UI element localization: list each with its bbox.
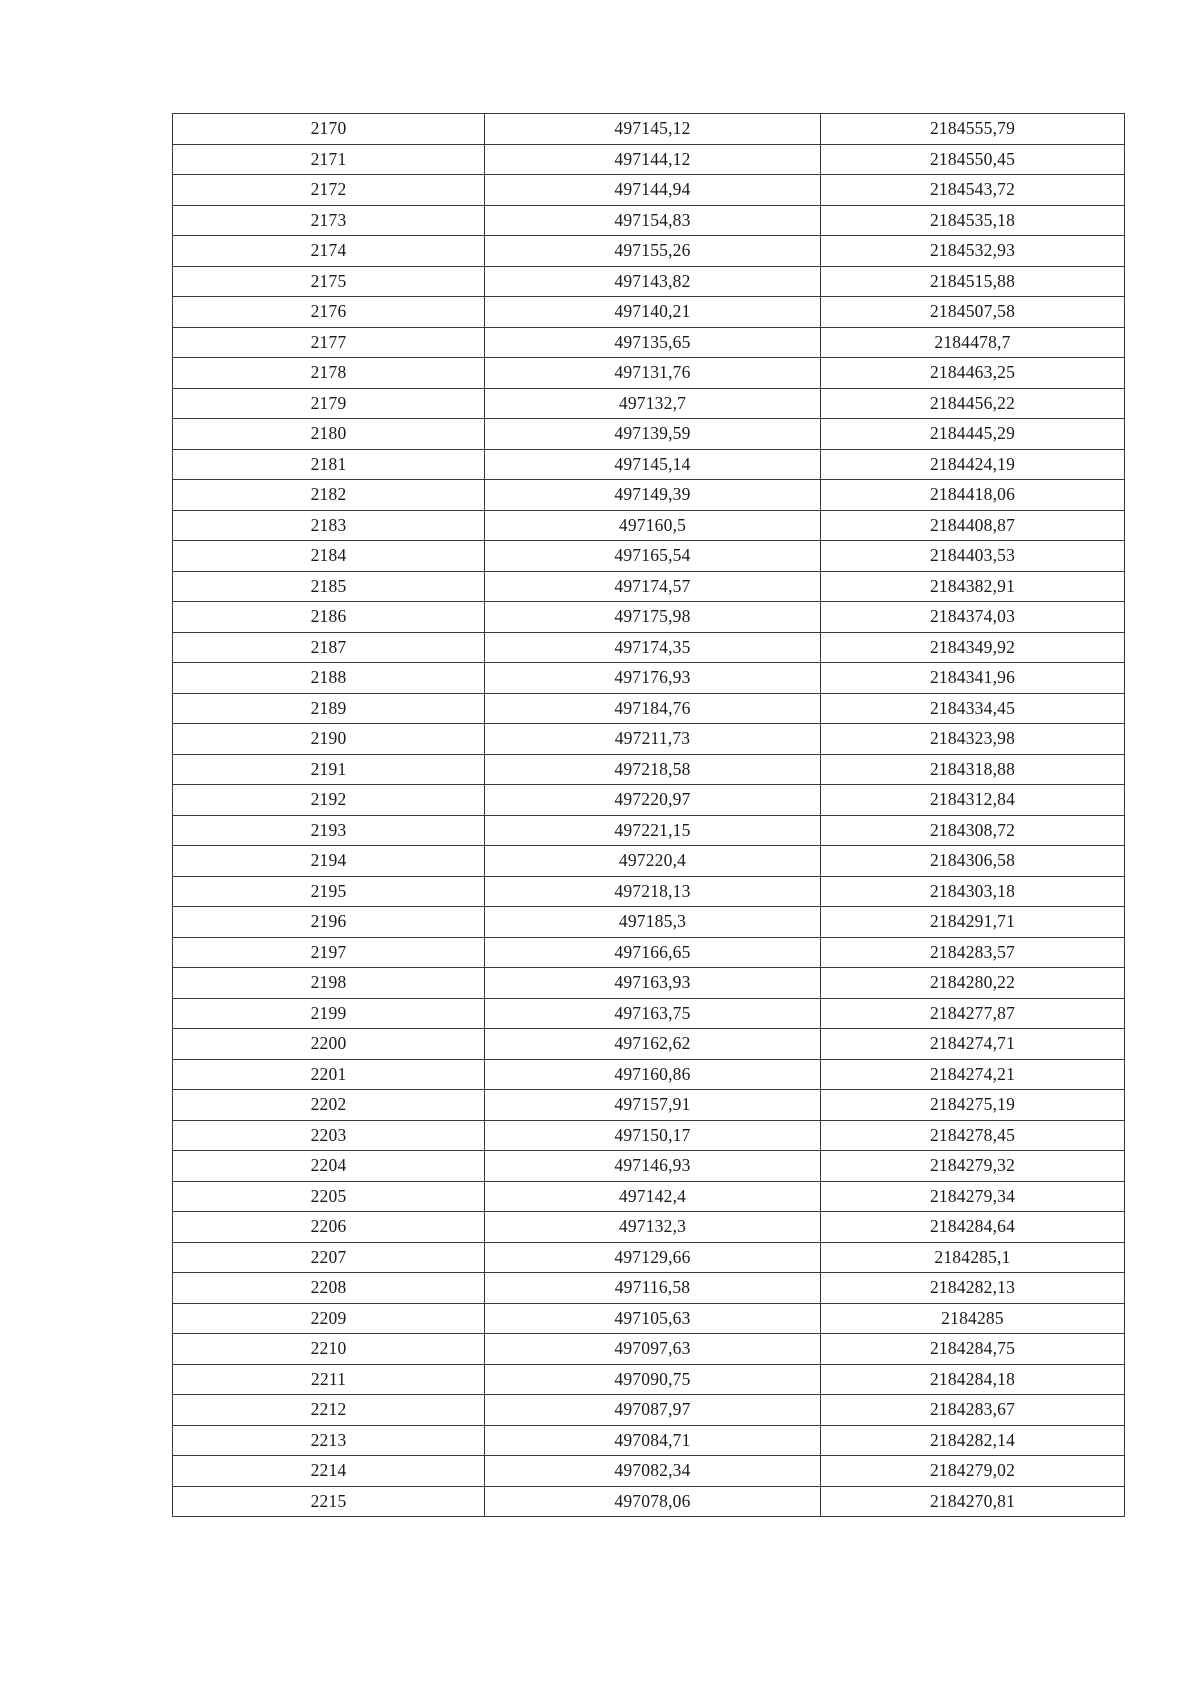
table-row: [173, 1456, 1125, 1487]
point-number-cell: 2196: [173, 907, 485, 938]
y-coordinate-cell: 2184284,64: [821, 1212, 1125, 1243]
x-coordinate-cell: 497160,5: [485, 510, 821, 541]
x-coordinate-cell: 497174,35: [485, 632, 821, 663]
table-row: [173, 663, 1125, 694]
x-coordinate-cell: 497087,97: [485, 1395, 821, 1426]
y-coordinate-cell: 2184318,88: [821, 754, 1125, 785]
table-row: [173, 815, 1125, 846]
table-row: [173, 1303, 1125, 1334]
y-coordinate-cell: 2184403,53: [821, 541, 1125, 572]
table-row: [173, 175, 1125, 206]
table-row: [173, 1273, 1125, 1304]
x-coordinate-cell: 497160,86: [485, 1059, 821, 1090]
y-coordinate-cell: 2184507,58: [821, 297, 1125, 328]
y-coordinate-cell: 2184341,96: [821, 663, 1125, 694]
y-coordinate-cell: 2184278,45: [821, 1120, 1125, 1151]
table-row: [173, 632, 1125, 663]
table-row: [173, 1181, 1125, 1212]
point-number-cell: 2179: [173, 388, 485, 419]
point-number-cell: 2175: [173, 266, 485, 297]
x-coordinate-cell: 497082,34: [485, 1456, 821, 1487]
x-coordinate-cell: 497149,39: [485, 480, 821, 511]
point-number-cell: 2208: [173, 1273, 485, 1304]
point-number-cell: 2191: [173, 754, 485, 785]
point-number-cell: 2170: [173, 114, 485, 145]
point-number-cell: 2178: [173, 358, 485, 389]
y-coordinate-cell: 2184282,14: [821, 1425, 1125, 1456]
y-coordinate-cell: 2184280,22: [821, 968, 1125, 999]
table-row: [173, 1364, 1125, 1395]
y-coordinate-cell: 2184515,88: [821, 266, 1125, 297]
x-coordinate-cell: 497142,4: [485, 1181, 821, 1212]
x-coordinate-cell: 497166,65: [485, 937, 821, 968]
y-coordinate-cell: 2184284,18: [821, 1364, 1125, 1395]
y-coordinate-cell: 2184334,45: [821, 693, 1125, 724]
table-row: [173, 968, 1125, 999]
point-number-cell: 2194: [173, 846, 485, 877]
table-row: [173, 541, 1125, 572]
x-coordinate-cell: 497116,58: [485, 1273, 821, 1304]
point-number-cell: 2201: [173, 1059, 485, 1090]
table-row: [173, 1212, 1125, 1243]
y-coordinate-cell: 2184312,84: [821, 785, 1125, 816]
table-row: [173, 1425, 1125, 1456]
x-coordinate-cell: 497220,4: [485, 846, 821, 877]
x-coordinate-cell: 497131,76: [485, 358, 821, 389]
table-row: [173, 449, 1125, 480]
y-coordinate-cell: 2184303,18: [821, 876, 1125, 907]
x-coordinate-cell: 497135,65: [485, 327, 821, 358]
point-number-cell: 2212: [173, 1395, 485, 1426]
x-coordinate-cell: 497211,73: [485, 724, 821, 755]
point-number-cell: 2199: [173, 998, 485, 1029]
point-number-cell: 2209: [173, 1303, 485, 1334]
y-coordinate-cell: 2184418,06: [821, 480, 1125, 511]
x-coordinate-cell: 497146,93: [485, 1151, 821, 1182]
x-coordinate-cell: 497150,17: [485, 1120, 821, 1151]
y-coordinate-cell: 2184535,18: [821, 205, 1125, 236]
table-row: [173, 144, 1125, 175]
coordinates-table: [172, 113, 1125, 1517]
table-row: [173, 510, 1125, 541]
table-row: [173, 1486, 1125, 1517]
y-coordinate-cell: 2184408,87: [821, 510, 1125, 541]
point-number-cell: 2210: [173, 1334, 485, 1365]
point-number-cell: 2197: [173, 937, 485, 968]
table-row: [173, 236, 1125, 267]
table-row: [173, 754, 1125, 785]
x-coordinate-cell: 497176,93: [485, 663, 821, 694]
point-number-cell: 2195: [173, 876, 485, 907]
x-coordinate-cell: 497163,93: [485, 968, 821, 999]
point-number-cell: 2198: [173, 968, 485, 999]
table-row: [173, 1120, 1125, 1151]
table-row: [173, 571, 1125, 602]
y-coordinate-cell: 2184291,71: [821, 907, 1125, 938]
y-coordinate-cell: 2184555,79: [821, 114, 1125, 145]
x-coordinate-cell: 497105,63: [485, 1303, 821, 1334]
y-coordinate-cell: 2184275,19: [821, 1090, 1125, 1121]
y-coordinate-cell: 2184532,93: [821, 236, 1125, 267]
y-coordinate-cell: 2184277,87: [821, 998, 1125, 1029]
point-number-cell: 2207: [173, 1242, 485, 1273]
x-coordinate-cell: 497139,59: [485, 419, 821, 450]
y-coordinate-cell: 2184456,22: [821, 388, 1125, 419]
y-coordinate-cell: 2184306,58: [821, 846, 1125, 877]
y-coordinate-cell: 2184279,34: [821, 1181, 1125, 1212]
table-row: [173, 907, 1125, 938]
point-number-cell: 2203: [173, 1120, 485, 1151]
y-coordinate-cell: 2184382,91: [821, 571, 1125, 602]
y-coordinate-cell: 2184283,67: [821, 1395, 1125, 1426]
point-number-cell: 2190: [173, 724, 485, 755]
point-number-cell: 2172: [173, 175, 485, 206]
table-row: [173, 114, 1125, 145]
x-coordinate-cell: 497145,14: [485, 449, 821, 480]
x-coordinate-cell: 497218,58: [485, 754, 821, 785]
table-row: [173, 1151, 1125, 1182]
point-number-cell: 2188: [173, 663, 485, 694]
x-coordinate-cell: 497220,97: [485, 785, 821, 816]
y-coordinate-cell: 2184463,25: [821, 358, 1125, 389]
x-coordinate-cell: 497097,63: [485, 1334, 821, 1365]
table-row: [173, 693, 1125, 724]
table-row: [173, 419, 1125, 450]
x-coordinate-cell: 497144,12: [485, 144, 821, 175]
point-number-cell: 2205: [173, 1181, 485, 1212]
point-number-cell: 2215: [173, 1486, 485, 1517]
y-coordinate-cell: 2184282,13: [821, 1273, 1125, 1304]
table-row: [173, 602, 1125, 633]
point-number-cell: 2171: [173, 144, 485, 175]
table-row: [173, 358, 1125, 389]
x-coordinate-cell: 497132,3: [485, 1212, 821, 1243]
point-number-cell: 2189: [173, 693, 485, 724]
table-row: [173, 1242, 1125, 1273]
y-coordinate-cell: 2184274,71: [821, 1029, 1125, 1060]
y-coordinate-cell: 2184323,98: [821, 724, 1125, 755]
y-coordinate-cell: 2184349,92: [821, 632, 1125, 663]
x-coordinate-cell: 497175,98: [485, 602, 821, 633]
point-number-cell: 2214: [173, 1456, 485, 1487]
x-coordinate-cell: 497162,62: [485, 1029, 821, 1060]
table-row: [173, 297, 1125, 328]
table-row: [173, 1029, 1125, 1060]
point-number-cell: 2213: [173, 1425, 485, 1456]
table-row: [173, 846, 1125, 877]
x-coordinate-cell: 497174,57: [485, 571, 821, 602]
table-row: [173, 876, 1125, 907]
table-row: [173, 388, 1125, 419]
y-coordinate-cell: 2184279,32: [821, 1151, 1125, 1182]
table-row: [173, 785, 1125, 816]
point-number-cell: 2193: [173, 815, 485, 846]
x-coordinate-cell: 497132,7: [485, 388, 821, 419]
point-number-cell: 2185: [173, 571, 485, 602]
y-coordinate-cell: 2184284,75: [821, 1334, 1125, 1365]
table-row: [173, 1059, 1125, 1090]
point-number-cell: 2206: [173, 1212, 485, 1243]
table-row: [173, 327, 1125, 358]
point-number-cell: 2180: [173, 419, 485, 450]
y-coordinate-cell: 2184478,7: [821, 327, 1125, 358]
x-coordinate-cell: 497084,71: [485, 1425, 821, 1456]
x-coordinate-cell: 497157,91: [485, 1090, 821, 1121]
x-coordinate-cell: 497154,83: [485, 205, 821, 236]
point-number-cell: 2181: [173, 449, 485, 480]
table-row: [173, 480, 1125, 511]
x-coordinate-cell: 497143,82: [485, 266, 821, 297]
point-number-cell: 2176: [173, 297, 485, 328]
point-number-cell: 2200: [173, 1029, 485, 1060]
y-coordinate-cell: 2184279,02: [821, 1456, 1125, 1487]
point-number-cell: 2183: [173, 510, 485, 541]
table-row: [173, 937, 1125, 968]
table-row: [173, 998, 1125, 1029]
y-coordinate-cell: 2184550,45: [821, 144, 1125, 175]
table-row: [173, 724, 1125, 755]
x-coordinate-cell: 497145,12: [485, 114, 821, 145]
table-row: [173, 1395, 1125, 1426]
x-coordinate-cell: 497184,76: [485, 693, 821, 724]
y-coordinate-cell: 2184274,21: [821, 1059, 1125, 1090]
point-number-cell: 2182: [173, 480, 485, 511]
x-coordinate-cell: 497155,26: [485, 236, 821, 267]
point-number-cell: 2211: [173, 1364, 485, 1395]
point-number-cell: 2204: [173, 1151, 485, 1182]
point-number-cell: 2192: [173, 785, 485, 816]
y-coordinate-cell: 2184285,1: [821, 1242, 1125, 1273]
y-coordinate-cell: 2184285: [821, 1303, 1125, 1334]
x-coordinate-cell: 497078,06: [485, 1486, 821, 1517]
point-number-cell: 2184: [173, 541, 485, 572]
x-coordinate-cell: 497218,13: [485, 876, 821, 907]
x-coordinate-cell: 497165,54: [485, 541, 821, 572]
x-coordinate-cell: 497221,15: [485, 815, 821, 846]
x-coordinate-cell: 497185,3: [485, 907, 821, 938]
table-row: [173, 205, 1125, 236]
x-coordinate-cell: 497144,94: [485, 175, 821, 206]
point-number-cell: 2187: [173, 632, 485, 663]
table-row: [173, 1090, 1125, 1121]
point-number-cell: 2177: [173, 327, 485, 358]
point-number-cell: 2174: [173, 236, 485, 267]
y-coordinate-cell: 2184374,03: [821, 602, 1125, 633]
y-coordinate-cell: 2184543,72: [821, 175, 1125, 206]
y-coordinate-cell: 2184424,19: [821, 449, 1125, 480]
table-row: [173, 1334, 1125, 1365]
x-coordinate-cell: 497129,66: [485, 1242, 821, 1273]
x-coordinate-cell: 497090,75: [485, 1364, 821, 1395]
x-coordinate-cell: 497163,75: [485, 998, 821, 1029]
y-coordinate-cell: 2184308,72: [821, 815, 1125, 846]
table-row: [173, 266, 1125, 297]
coordinates-table-body: [173, 114, 1125, 1517]
point-number-cell: 2173: [173, 205, 485, 236]
point-number-cell: 2186: [173, 602, 485, 633]
y-coordinate-cell: 2184270,81: [821, 1486, 1125, 1517]
x-coordinate-cell: 497140,21: [485, 297, 821, 328]
y-coordinate-cell: 2184283,57: [821, 937, 1125, 968]
point-number-cell: 2202: [173, 1090, 485, 1121]
y-coordinate-cell: 2184445,29: [821, 419, 1125, 450]
